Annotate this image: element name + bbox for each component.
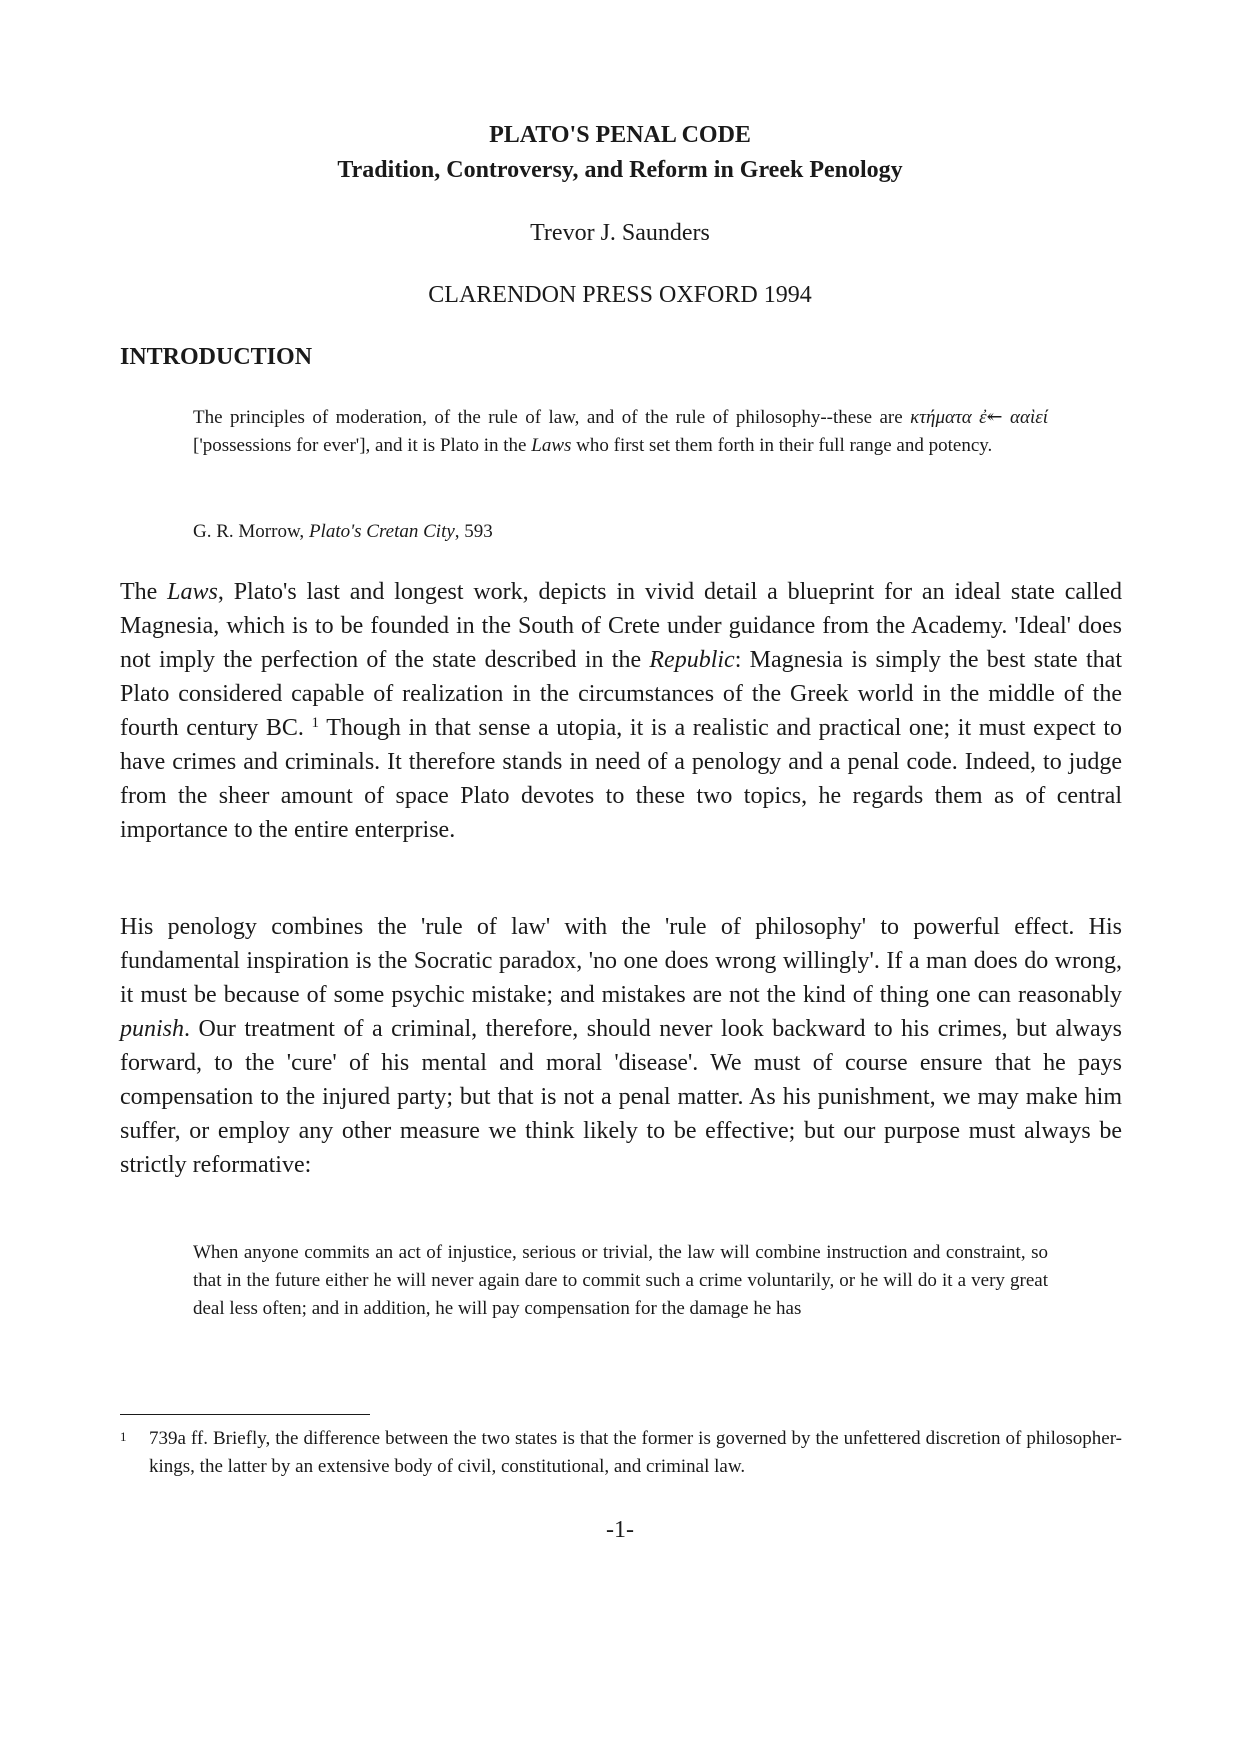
para2-text-2: . Our treatment of a criminal, therefore, should never look backward to his crimes, but always forward, to the 'cure' of his mental and moral 'disease'. We must of course ensure that he pays compensation to the injured party; but that is not a penal matter. As his punishment, we may make him suffer, or employ any other measure we think likely to be effective; but our purpose must always be strictly reformative: <box>120 1016 1122 1178</box>
footnote <box>120 1425 1122 1481</box>
footnote-divider <box>120 1414 370 1415</box>
footnote-text: 739a ff. Briefly, the difference between the two states is that the former is governed by the unfettered discretion of philosopher-kings, the latter by an extensive body of civil, constitutional, and criminal law. <box>149 1428 1122 1477</box>
epigraph-laws: Laws <box>531 435 572 456</box>
epigraph-text-3: who first set them forth in their full range and potency. <box>571 435 993 456</box>
para1-text-2: , Plato's last and longest work, depicts in vivid detail a blueprint for an ideal state called Magnesia, which is to be founded in the South of Crete under guidance from the Academy. 'Ideal' does not imply the perfection of the state described in the <box>120 579 1123 673</box>
para1-republic: Republic <box>649 647 735 673</box>
epigraph-quote <box>193 404 1048 460</box>
para1-text-4: Though in that sense a utopia, it is a realistic and practical one; it must expect to have crimes and criminals. It therefore stands in need of a penology and a penal code. Indeed, to judge from the sheer amount of space Plato devotes to these two topics, he regards them as of central importance to the entire enterprise. <box>120 715 1122 843</box>
footnote-reference[interactable]: 1 <box>311 715 320 731</box>
author-name: Trevor J. Saunders <box>530 220 710 246</box>
para2-punish: punish <box>120 1016 185 1042</box>
epigraph-greek: κτήματα ἐ↞ ααὶεί <box>910 407 1048 428</box>
section-heading: INTRODUCTION <box>120 344 313 370</box>
attribution-page: , 593 <box>454 521 493 542</box>
epigraph-text-2: ['possessions for ever'], and it is Plato in the <box>193 435 532 456</box>
para1-laws: Laws <box>167 579 218 605</box>
publisher-line: CLARENDON PRESS OXFORD 1994 <box>428 282 812 308</box>
block-quote: When anyone commits an act of injustice, serious or trivial, the law will combine instruction and constraint, so that in the future either he will never again dare to commit such a crime voluntarily, or he will do it a very great deal less often; and in addition, he will pay compensation for the damage he has <box>193 1242 1048 1319</box>
epigraph-attribution <box>193 518 493 546</box>
footnote-marker: 1 <box>120 1429 127 1444</box>
para1-text-1: The <box>120 579 168 605</box>
attribution-work: Plato's Cretan City <box>308 521 455 542</box>
page-number: -1- <box>606 1517 634 1543</box>
epigraph-text-1: The principles of moderation, of the rule of law, and of the rule of philosophy--these are <box>193 407 911 428</box>
book-subtitle: Tradition, Controversy, and Reform in Greek Penology <box>337 157 903 183</box>
body-paragraph-1 <box>120 575 1122 847</box>
para1-text-3: : Magnesia is simply the best state that Plato considered capable of realization in the circumstances of the Greek world in the middle of the fourth century BC. <box>120 647 1122 741</box>
book-title: PLATO'S PENAL CODE <box>489 122 751 148</box>
body-paragraph-2 <box>120 910 1122 1182</box>
attribution-author: G. R. Morrow, <box>193 521 309 542</box>
para2-text-1: His penology combines the 'rule of law' with the 'rule of philosophy' to powerful effect. His fundamental inspiration is the Socratic paradox, 'no one does wrong willingly'. If a man does do wrong, it must be because of some psychic mistake; and mistakes are not the kind of thing one can reasonably <box>120 914 1122 1008</box>
